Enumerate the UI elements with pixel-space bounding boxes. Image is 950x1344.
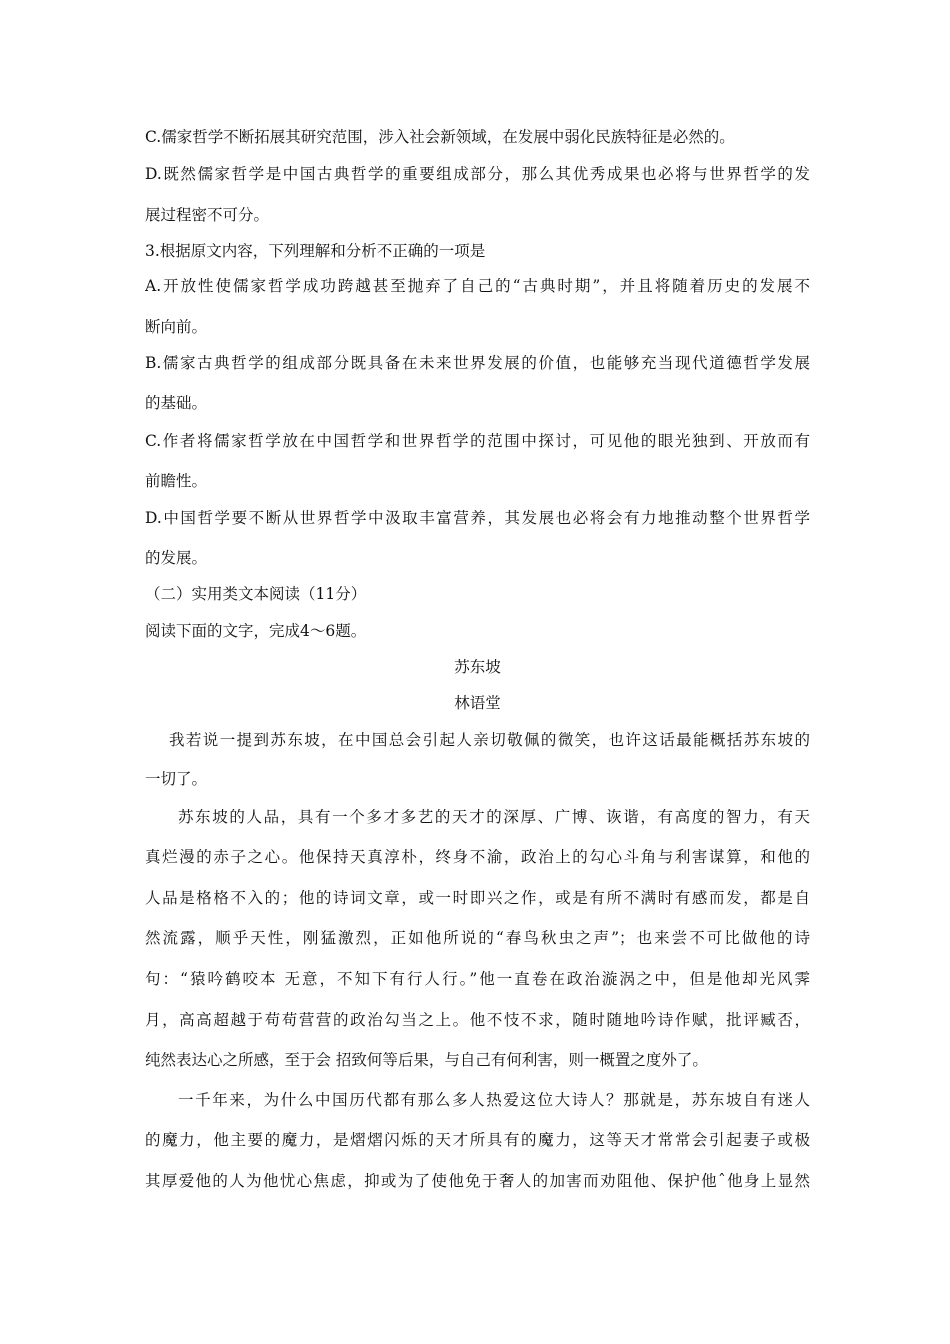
article-p2-line6: 月，高高超越于苟苟营营的政治勾当之上。他不忮不求，随时随地吟诗作赋，批评臧否， bbox=[145, 1011, 810, 1029]
article-p2-line7: 纯然表达心之所感，至于会 招致何等后果，与自己有何利害，则一概置之度外了。 bbox=[145, 1051, 708, 1069]
q2-option-c: C.儒家哲学不断拓展其研究范围，涉入社会新领域，在发展中弱化民族特征是必然的。 bbox=[145, 128, 735, 146]
article-author: 林语堂 bbox=[454, 694, 501, 712]
article-p2-line2: 真烂漫的赤子之心。他保持天真淳朴，终身不渝，政治上的勾心斗角与利害谋算，和他的 bbox=[145, 848, 810, 866]
article-p3-line2: 的魔力，他主要的魔力，是熠熠闪烁的天才所具有的魔力，这等天才常常会引起妻子或极 bbox=[145, 1131, 810, 1149]
q3-option-c-line2: 前瞻性。 bbox=[145, 472, 208, 490]
q2-option-d-line2: 展过程密不可分。 bbox=[145, 206, 270, 224]
article-p1-line1: 我若说一提到苏东坡，在中国总会引起人亲切敬佩的微笑，也许这话最能概括苏东坡的 bbox=[169, 731, 810, 749]
section-heading: （二）实用类文本阅读（11分） bbox=[145, 585, 367, 603]
q3-option-a-line2: 断向前。 bbox=[145, 318, 208, 336]
article-title: 苏东坡 bbox=[454, 658, 501, 676]
q3-option-a-line1: A.开放性使儒家哲学成功跨越甚至抛弃了自己的“古典时期”，并且将随着历史的发展不 bbox=[145, 277, 810, 295]
article-p1-line2: 一切了。 bbox=[145, 770, 208, 788]
article-p2-line4: 然流露，顺乎天性，刚猛激烈，正如他所说的“春鸟秋虫之声”；也来尝不可比做他的诗 bbox=[145, 929, 810, 947]
q3-option-d-line1: D.中国哲学要不断从世界哲学中汲取丰富营养，其发展也必将会有力地推动整个世界哲学 bbox=[145, 509, 810, 527]
q3-option-b-line1: B.儒家古典哲学的组成部分既具备在未来世界发展的价值，也能够充当现代道德哲学发展 bbox=[145, 354, 810, 372]
section-instruction: 阅读下面的文字，完成4〜6题。 bbox=[145, 622, 367, 640]
article-p3-line3: 其厚爱他的人为他忧心焦虑，抑或为了使他免于奢人的加害而劝阻他、保护他ˆ他身上显然 bbox=[145, 1172, 810, 1190]
q3-stem: 3.根据原文内容，下列理解和分析不正确的一项是 bbox=[145, 242, 486, 260]
article-p2-line1: 苏东坡的人品，具有一个多才多艺的天才的深厚、广博、诙谐，有高度的智力，有天 bbox=[178, 808, 810, 826]
q3-option-b-line2: 的基础。 bbox=[145, 394, 208, 412]
q2-option-d-line1: D.既然儒家哲学是中国古典哲学的重要组成部分，那么其优秀成果也必将与世界哲学的发 bbox=[145, 165, 810, 183]
article-p3-line1: 一千年来，为什么中国历代都有那么多人热爱这位大诗人？那就是，苏东坡自有迷人 bbox=[178, 1091, 810, 1109]
article-p2-line5: 句：“猿吟鹤咬本 无意，不知下有行人行。”他一直卷在政治漩涡之中，但是他却光风霁 bbox=[145, 970, 810, 988]
article-p2-line3: 人品是格格不入的；他的诗词文章，或一时即兴之作，或是有所不满时有感而发，都是自 bbox=[145, 889, 810, 907]
q3-option-c-line1: C.作者将儒家哲学放在中国哲学和世界哲学的范围中探讨，可见他的眼光独到、开放而有 bbox=[145, 432, 810, 450]
q3-option-d-line2: 的发展。 bbox=[145, 549, 208, 567]
